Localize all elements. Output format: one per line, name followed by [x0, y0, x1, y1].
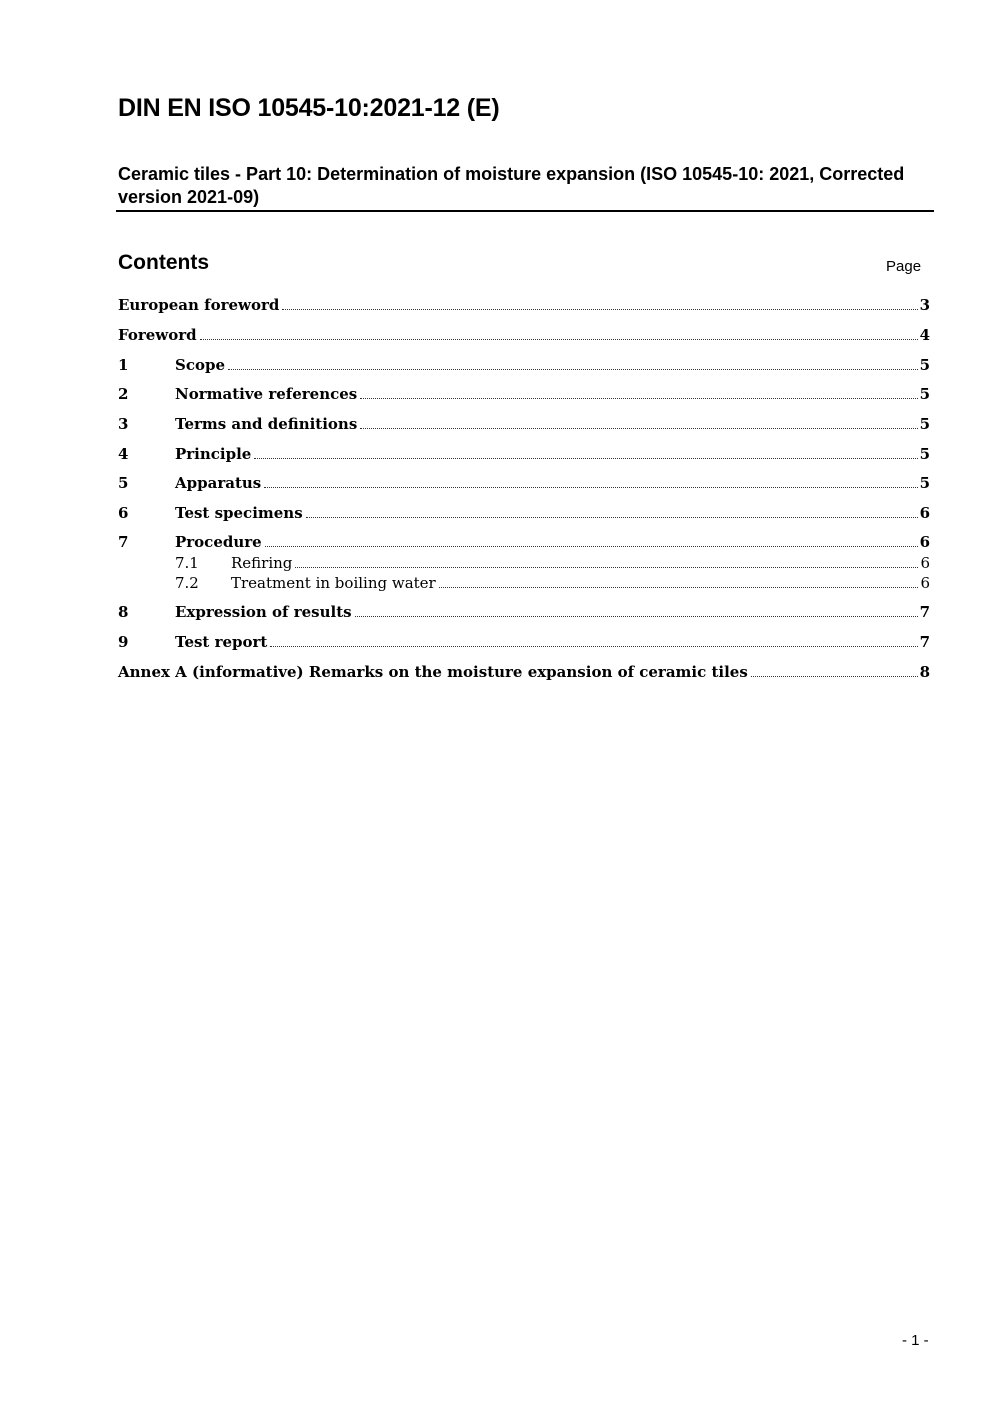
toc-entry-title: Annex A (informative) Remarks on the moisture expansion of ceramic tiles [118, 663, 748, 681]
toc-entry-page: 5 [919, 474, 930, 492]
toc-entry-title: Scope [175, 356, 226, 374]
toc-leader [355, 615, 918, 617]
toc-entry-page: 6 [919, 504, 930, 522]
page-column-label: Page [886, 258, 922, 275]
toc-entry-page: 6 [920, 574, 930, 592]
toc-entry-title: Procedure [175, 533, 262, 551]
document-subtitle: Ceramic tiles - Part 10: Determination of moisture expansion (ISO 10545-10: 2021, Corrected version 2021-09) [118, 164, 905, 207]
toc-entry-foreword[interactable] [118, 325, 930, 345]
toc-entry-principle[interactable] [118, 444, 930, 464]
toc-leader [439, 586, 919, 588]
toc-leader [360, 427, 917, 429]
toc-entry-title: Test specimens [175, 504, 303, 522]
toc-entry-title: Normative references [175, 385, 358, 403]
toc-entry-number: 1 [118, 356, 129, 374]
toc-entry-title: Apparatus [175, 474, 262, 492]
toc-entry-page: 8 [919, 663, 930, 681]
toc-entry-page: 5 [919, 445, 930, 463]
toc-entry-page: 5 [919, 385, 930, 403]
toc-leader [270, 645, 917, 647]
toc-entry-procedure[interactable] [118, 532, 930, 552]
toc-entry-normative-references[interactable] [118, 384, 930, 404]
toc-leader [265, 545, 918, 547]
toc-leader [360, 397, 917, 399]
toc-leader [228, 368, 918, 370]
toc-entry-title: Treatment in boiling water [231, 574, 436, 592]
document-title: DIN EN ISO 10545-10:2021-12 (E) [118, 94, 500, 122]
toc-entry-european-foreword[interactable] [118, 295, 930, 315]
toc-entry-page: 7 [919, 633, 930, 651]
toc-entry-number: 5 [118, 474, 129, 492]
toc-entry-apparatus[interactable] [118, 473, 930, 493]
toc-entry-number: 6 [118, 504, 129, 522]
toc-entry-page: 7 [919, 603, 930, 621]
toc-entry-number: 2 [118, 385, 129, 403]
toc-leader [295, 566, 918, 568]
toc-entry-number: 7.2 [175, 574, 199, 592]
toc-entry-title: Foreword [118, 326, 197, 344]
toc-leader [751, 675, 918, 677]
toc-entry-number: 3 [118, 415, 129, 433]
toc-entry-page: 4 [919, 326, 930, 344]
toc-entry-page: 6 [920, 554, 930, 572]
toc-entry-number: 7 [118, 533, 129, 551]
toc-leader [264, 486, 917, 488]
toc-entry-title: Test report [175, 633, 268, 651]
toc-entry-treatment-in-boiling-water[interactable] [118, 573, 930, 593]
toc-entry-title: European foreword [118, 296, 280, 314]
toc-leader [254, 457, 917, 459]
toc-entry-title: Expression of results [175, 603, 352, 621]
toc-leader [282, 308, 917, 310]
toc-entry-scope[interactable] [118, 355, 930, 375]
toc-entry-title: Principle [175, 445, 252, 463]
toc-entry-page: 6 [919, 533, 930, 551]
toc-entry-page: 5 [919, 415, 930, 433]
toc-entry-terms-and-definitions[interactable] [118, 414, 930, 434]
toc-entry-number: 9 [118, 633, 129, 651]
toc-entry-refiring[interactable] [118, 553, 930, 573]
toc-entry-number: 4 [118, 445, 129, 463]
footer-page-number: - 1 - [902, 1332, 929, 1349]
toc-entry-test-report[interactable] [118, 632, 930, 652]
toc-entry-title: Refiring [231, 554, 293, 572]
toc-entry-title: Terms and definitions [175, 415, 358, 433]
toc-entry-number: 8 [118, 603, 129, 621]
toc-entry-page: 5 [919, 356, 930, 374]
toc-leader [200, 338, 918, 340]
toc-leader [306, 516, 918, 518]
toc-entry-expression-of-results[interactable] [118, 602, 930, 622]
toc-entry-number: 7.1 [175, 554, 199, 572]
toc-entry-page: 3 [919, 296, 930, 314]
title-divider [116, 210, 934, 212]
contents-heading: Contents [118, 251, 209, 274]
toc-entry-test-specimens[interactable] [118, 503, 930, 523]
toc-entry-annex-a[interactable] [118, 662, 930, 682]
